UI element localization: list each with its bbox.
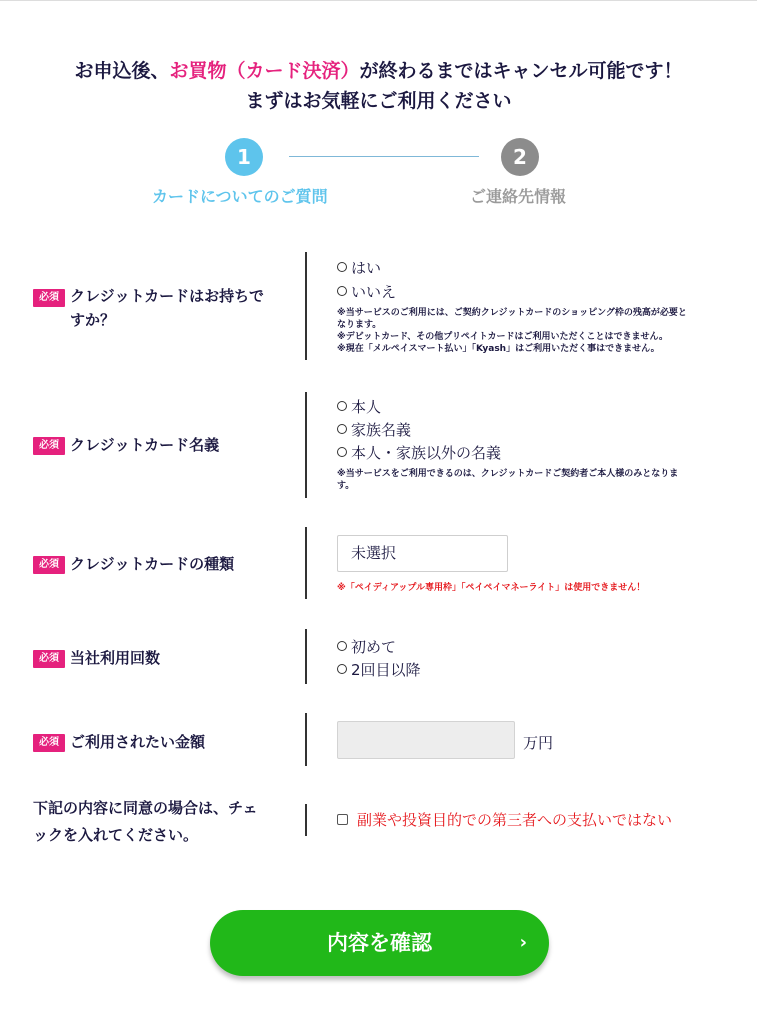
required-badge: 必須 <box>33 650 65 668</box>
question-has-card <box>0 252 757 362</box>
row-divider <box>305 804 307 836</box>
question-usage-count <box>0 629 757 685</box>
headline-line-2: まずはお気軽にご利用ください <box>245 90 512 112</box>
has-card-notes: ※当サービスのご利用には、ご契約クレジットカードのショッピング枠の残高が必要と なります。 ※デビットカード、その他プリペイトカードはご利用いただくことはできません。 ※現在「メルペイスマート払い」「Kyash」はご利用いただく事はできません。 <box>337 308 687 354</box>
top-border <box>0 0 757 1</box>
has-card-option-no[interactable]: いいえ <box>337 281 396 302</box>
amount-label: ご利用されたい金額 <box>70 733 206 751</box>
has-card-option-yes[interactable]: はい <box>337 257 381 278</box>
step-indicator <box>0 138 757 218</box>
radio-icon[interactable] <box>337 447 347 457</box>
question-agreement <box>0 795 757 847</box>
row-divider <box>305 527 307 599</box>
usage-count-label: 当社利用回数 <box>70 649 161 667</box>
card-holder-notes: ※当サービスをご利用できるのは、クレジットカードご契約者ご本人様のみとなりま す。 <box>337 469 679 491</box>
question-card-holder <box>0 392 757 500</box>
required-badge: 必須 <box>33 437 65 455</box>
agreement-checkbox-label[interactable]: 副業や投資目的での第三者への支払いではない <box>357 811 673 829</box>
usage-count-option-repeat[interactable]: 2回目以降 <box>337 659 421 680</box>
step-2-label: ご連絡先情報 <box>470 187 567 206</box>
radio-icon[interactable] <box>337 664 347 674</box>
row-divider <box>305 629 307 684</box>
amount-unit: 万円 <box>523 734 554 752</box>
card-holder-option-family[interactable]: 家族名義 <box>337 419 411 440</box>
radio-icon[interactable] <box>337 401 347 411</box>
step-2-circle: 2 <box>501 138 539 176</box>
headline-highlight: お買物（カード決済） <box>169 60 360 82</box>
required-badge: 必須 <box>33 289 65 307</box>
question-amount <box>0 713 757 767</box>
card-type-label: クレジットカードの種類 <box>70 555 235 573</box>
has-card-label: クレジットカードはお持ちで すか？ <box>70 287 265 329</box>
radio-icon[interactable] <box>337 286 347 296</box>
radio-icon[interactable] <box>337 262 347 272</box>
card-type-select[interactable]: 未選択 <box>337 535 508 572</box>
radio-icon[interactable] <box>337 641 347 651</box>
card-type-warning: ※「ペイディアップル専用枠」「ペイペイマネーライト」は使用できません！ <box>337 583 646 593</box>
row-divider <box>305 713 307 766</box>
agreement-label: 下記の内容に同意の場合は、チェ ックを入れてください。 <box>33 799 258 844</box>
amount-input[interactable] <box>337 721 515 759</box>
chevron-right-icon: › <box>519 932 527 953</box>
row-divider <box>305 252 307 360</box>
required-badge: 必須 <box>33 734 65 752</box>
radio-icon[interactable] <box>337 424 347 434</box>
card-holder-label: クレジットカード名義 <box>70 436 220 454</box>
confirm-button[interactable] <box>210 910 549 976</box>
page-headline <box>0 56 757 116</box>
confirm-button-label: 内容を確認 <box>327 931 432 955</box>
usage-count-option-first[interactable]: 初めて <box>337 636 396 657</box>
question-card-type <box>0 527 757 601</box>
card-holder-option-other[interactable]: 本人・家族以外の名義 <box>337 442 501 463</box>
row-divider <box>305 392 307 498</box>
step-1-circle: 1 <box>225 138 263 176</box>
headline-line-1: お申込後、お買物（カード決済）が終わるまではキャンセル可能です！ <box>74 60 683 82</box>
card-holder-option-self[interactable]: 本人 <box>337 396 381 417</box>
step-1-label: カードについてのご質問 <box>152 187 328 206</box>
step-connector-line <box>289 156 479 157</box>
required-badge: 必須 <box>33 556 65 574</box>
agreement-checkbox[interactable] <box>337 814 348 825</box>
